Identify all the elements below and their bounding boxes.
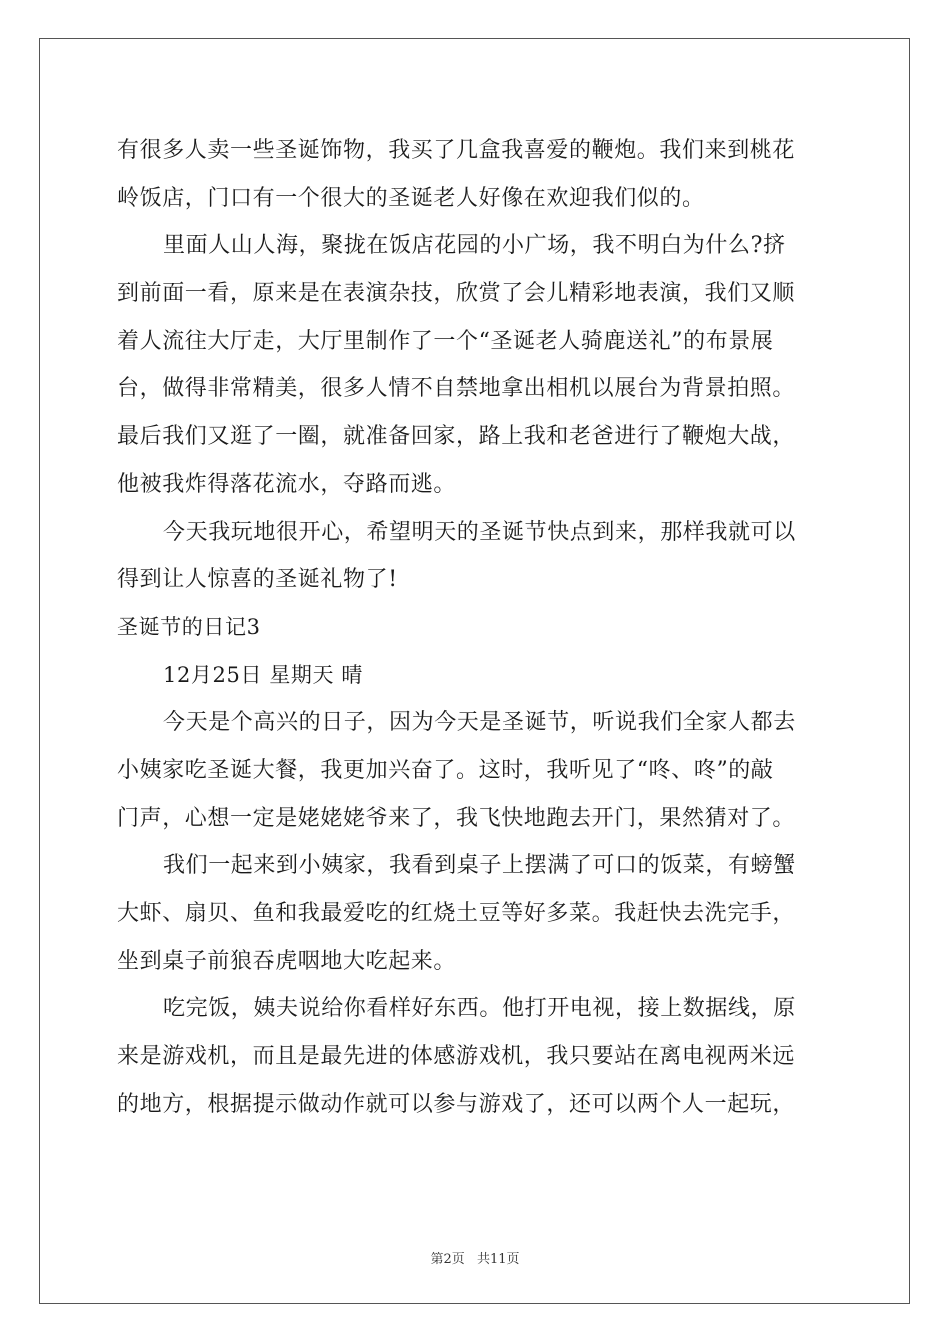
text-line: 岭饭店，门口有一个很大的圣诞老人好像在欢迎我们似的。 bbox=[117, 185, 705, 211]
text-line: 最后我们又逛了一圈，就准备回家，路上我和老爸进行了鞭炮大战， bbox=[117, 424, 796, 450]
page-number: 第2页 bbox=[430, 1252, 465, 1267]
section-heading: 圣诞节的日记3 bbox=[117, 614, 261, 639]
text-line: 今天我玩地很开心，希望明天的圣诞节快点到来，那样我就可以 bbox=[163, 519, 796, 545]
text-line: 吃完饭，姨夫说给你看样好东西。他打开电视，接上数据线，原 bbox=[163, 996, 796, 1022]
text-line: 他被我炸得落花流水，夺路而逃。 bbox=[117, 471, 457, 497]
text-line: 坐到桌子前狼吞虎咽地大吃起来。 bbox=[117, 948, 457, 974]
text-line: 台，做得非常精美，很多人情不自禁地拿出相机以展台为背景拍照。 bbox=[117, 376, 796, 402]
text-line: 里面人山人海，聚拢在饭店花园的小广场，我不明白为什么?挤 bbox=[163, 233, 786, 259]
text-line: 大虾、扇贝、鱼和我最爱吃的红烧土豆等好多菜。我赶快去洗完手， bbox=[117, 901, 796, 926]
text-line: 小姨家吃圣诞大餐，我更加兴奋了。这时，我听见了“咚、咚”的敲 bbox=[117, 757, 774, 783]
page-footer bbox=[0, 1248, 950, 1267]
text-line: 来是游戏机，而且是最先进的体感游戏机，我只要站在离电视两米远 bbox=[117, 1044, 796, 1070]
text-line: 今天是个高兴的日子，因为今天是圣诞节，听说我们全家人都去 bbox=[163, 710, 796, 736]
text-line: 到前面一看，原来是在表演杂技，欣赏了会儿精彩地表演，我们又顺 bbox=[117, 281, 796, 307]
diary-date: 12月25日 星期天 晴 bbox=[163, 662, 363, 687]
text-line: 的地方，根据提示做动作就可以参与游戏了，还可以两个人一起玩， bbox=[117, 1091, 796, 1117]
page-total: 共11页 bbox=[476, 1252, 520, 1267]
text-line: 有很多人卖一些圣诞饰物，我买了几盒我喜爱的鞭炮。我们来到桃花 bbox=[117, 138, 796, 163]
text-line: 门声，心想一定是姥姥姥爷来了，我飞快地跑去开门，果然猜对了。 bbox=[117, 805, 796, 831]
text-line: 得到让人惊喜的圣诞礼物了! bbox=[117, 567, 398, 593]
text-line: 着人流往大厅走，大厅里制作了一个“圣诞老人骑鹿送礼”的布景展 bbox=[117, 328, 774, 354]
text-line: 我们一起来到小姨家，我看到桌子上摆满了可口的饭菜，有螃蟹 bbox=[163, 853, 796, 879]
document-body bbox=[117, 127, 835, 1128]
